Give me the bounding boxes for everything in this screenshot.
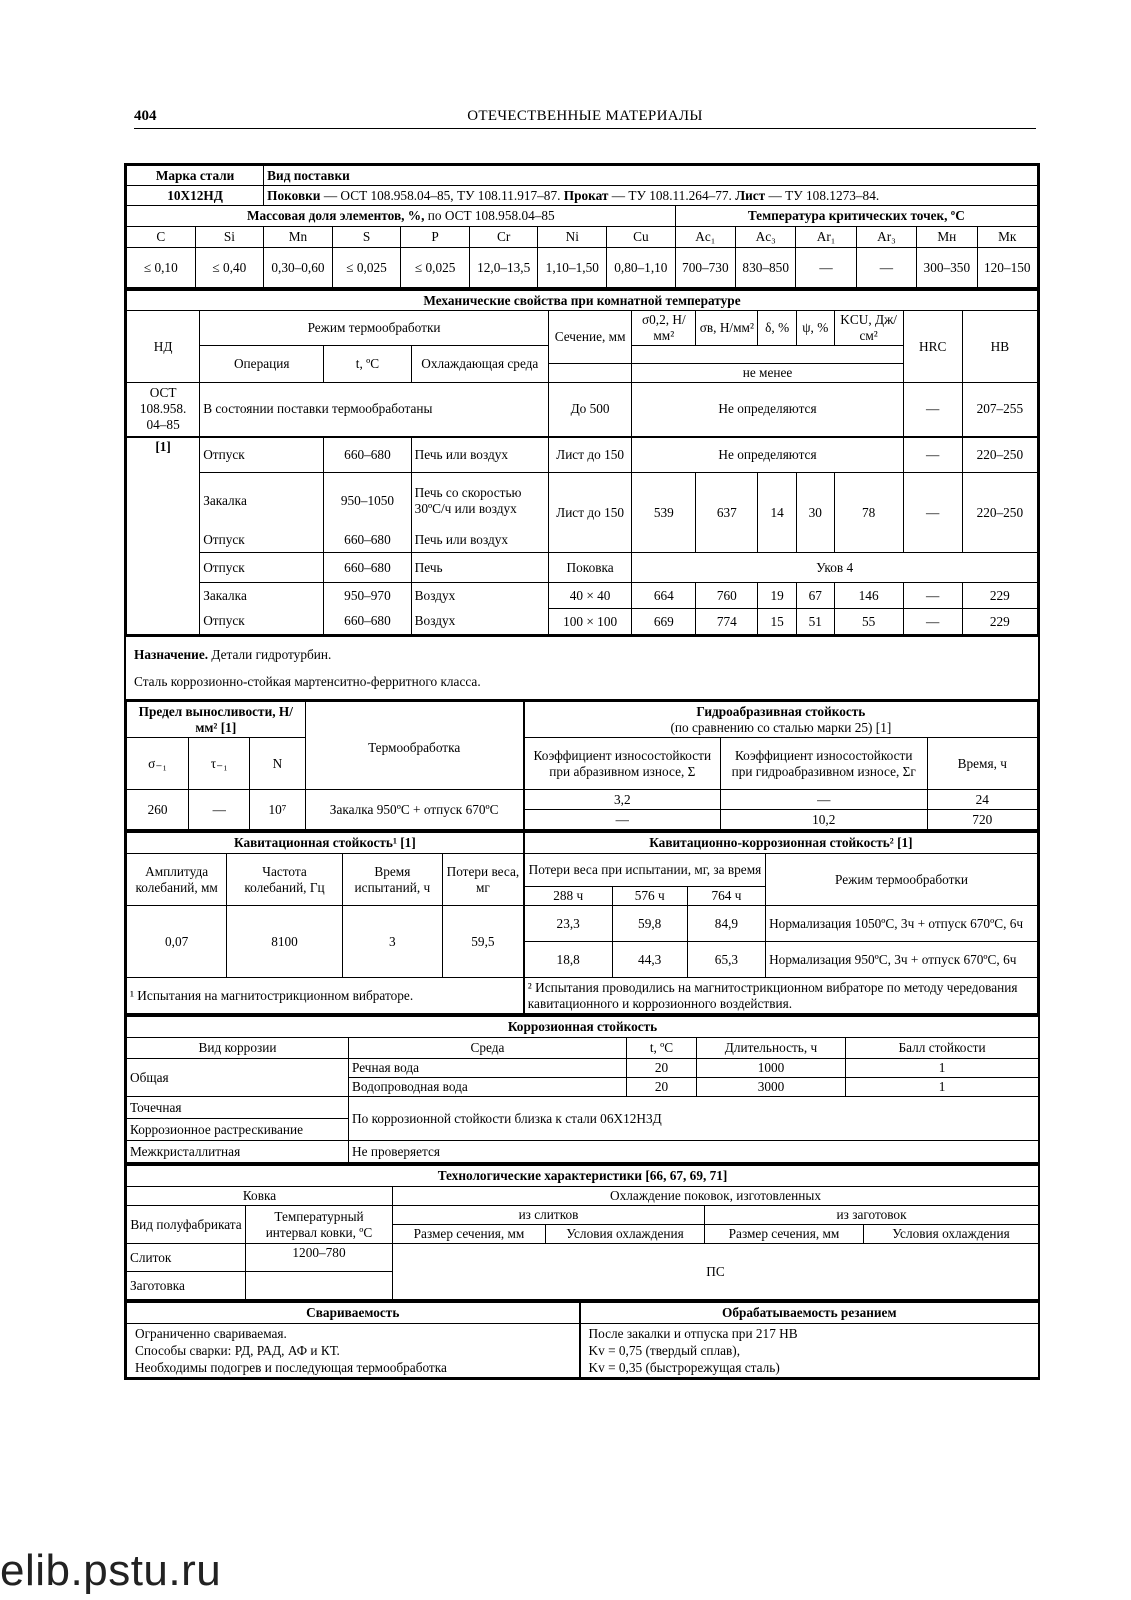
- h-sb: σв, Н/мм²: [696, 311, 758, 346]
- cavcor-r1-mode: Нормализация 1050ºС, 3ч + отпуск 670ºС, 6ч: [766, 906, 1038, 942]
- cavcor-t1: 288 ч: [524, 887, 612, 906]
- hydro-r2-c2: 10,2: [720, 810, 927, 830]
- r6-t: 660–680: [324, 609, 411, 635]
- r1-sec: До 500: [548, 383, 631, 437]
- cavcor-h-mode: Режим термообработки: [766, 854, 1038, 906]
- corr-env2: Водопроводная вода: [349, 1078, 627, 1097]
- point-ar3: Ar₃: [856, 227, 916, 248]
- corr-h-env: Среда: [349, 1038, 627, 1059]
- mach-text: [580, 1324, 1039, 1378]
- point-ar1: Ar₁: [796, 227, 856, 248]
- tech-h-cond-2: Условия охлаждения: [864, 1225, 1039, 1244]
- tech-title: Технологические характеристики [66, 67, 69, 71]: [127, 1166, 1039, 1187]
- cavcor-r1-3: 84,9: [687, 906, 765, 942]
- steel-grade: 10Х12НД: [127, 186, 264, 206]
- header-title: ОТЕЧЕСТВЕННЫЕ МАТЕРИАЛЫ: [467, 108, 703, 124]
- cav-footnote: ¹ Испытания на магнитострикционном вибраторе.: [127, 978, 524, 1014]
- hydro-h1: Коэффициент износостойкости при абразивном износе, Σ: [524, 738, 721, 790]
- page-header: [134, 108, 1036, 129]
- nd-ost: ОСТ 108.958. 04–85: [127, 383, 200, 437]
- cavcor-t3: 764 ч: [687, 887, 765, 906]
- tech-ps: ПС: [393, 1244, 1039, 1300]
- r6-s02: 669: [632, 609, 696, 635]
- value-ar3: —: [856, 248, 916, 288]
- cavcor-r2-mode: Нормализация 950ºС, 3ч + отпуск 670ºС, 6ч: [766, 942, 1038, 978]
- hydro-r2-c3: 720: [927, 810, 1037, 830]
- corr-title: Коррозионная стойкость: [127, 1017, 1039, 1038]
- r3-sb: 637: [696, 473, 758, 553]
- r3-hb: 220–250: [962, 473, 1037, 553]
- tech-ingot: Слиток: [127, 1244, 246, 1272]
- r3b-op: Отпуск: [200, 529, 324, 553]
- corr-env2-t: 20: [627, 1078, 697, 1097]
- r6-d: 15: [758, 609, 797, 635]
- r1-hrc: —: [903, 383, 962, 437]
- r1-hb: 207–255: [962, 383, 1037, 437]
- corr-h-score: Балл стойкости: [846, 1038, 1039, 1059]
- value-si: ≤ 0,40: [195, 248, 264, 288]
- value-c: ≤ 0,10: [127, 248, 196, 288]
- element-cr: Cr: [469, 227, 538, 248]
- tech-h-size-1: Размер сечения, мм: [393, 1225, 546, 1244]
- r2-cool: Печь или воздух: [411, 437, 548, 473]
- r3-d: 14: [758, 473, 797, 553]
- weld-line-1: Ограниченно свариваемая.: [135, 1326, 287, 1341]
- tech-forging: Ковка: [127, 1187, 393, 1206]
- value-ac3: 830–850: [736, 248, 796, 288]
- hydro-r2-c1: —: [524, 810, 721, 830]
- r5-sec: 40 × 40: [548, 583, 631, 609]
- h-temp: t, ºC: [324, 346, 411, 383]
- value-ar1: —: [796, 248, 856, 288]
- point-mn: Мн: [917, 227, 977, 248]
- fatigue-h2: τ₋₁: [189, 738, 250, 790]
- fatigue-title: Предел выносливости, Н/мм² [1]: [127, 702, 306, 738]
- cavcor-r1-2: 59,8: [612, 906, 687, 942]
- r5-t: 950–970: [324, 583, 411, 609]
- weld-line-3: Необходимы подогрев и последующая термообработка: [135, 1360, 447, 1375]
- corr-env1-t: 20: [627, 1059, 697, 1078]
- grade-label: Марка стали: [127, 166, 264, 186]
- element-s: S: [332, 227, 401, 248]
- value-mn-point: 300–350: [917, 248, 977, 288]
- tech-h-kind: Вид полуфабриката: [127, 1206, 246, 1244]
- r3b-t: 660–680: [324, 529, 411, 553]
- fatigue-v2: —: [189, 790, 250, 830]
- weld-title: Свариваемость: [127, 1303, 580, 1324]
- supply-standards: Поковки — ОСТ 108.958.04–85, ТУ 108.11.917–87. Прокат — ТУ 108.11.264–77. Лист — ТУ 108.1273–84.: [264, 186, 1038, 206]
- h-s02: σ0,2, Н/мм²: [632, 311, 696, 346]
- fatigue-treat: Закалка 950ºС + отпуск 670ºС: [305, 790, 524, 830]
- tech-cooling: Охлаждение поковок, изготовленных: [393, 1187, 1039, 1206]
- element-mn: Mn: [264, 227, 333, 248]
- tech-h-range: Температурный интервал ковки, ºС: [246, 1206, 393, 1244]
- element-cu: Cu: [607, 227, 676, 248]
- r4-t: 660–680: [324, 553, 411, 583]
- r6-hb: 229: [962, 609, 1037, 635]
- mach-title: Обрабатываемость резанием: [580, 1303, 1039, 1324]
- corrosion-section: [126, 1016, 1038, 1165]
- nd-ref: [1]: [127, 437, 200, 635]
- tech-ingot-range: 1200–780: [246, 1244, 393, 1272]
- weld-mach-section: [126, 1302, 1038, 1378]
- element-si: Si: [195, 227, 264, 248]
- fatigue-v1: 260: [127, 790, 189, 830]
- r2-sec: Лист до 150: [548, 437, 631, 473]
- h-operation: Операция: [200, 346, 324, 383]
- element-c: C: [127, 227, 196, 248]
- cav-h1: Амплитуда колебаний, мм: [127, 854, 227, 906]
- page-number: 404: [134, 108, 157, 124]
- r5-d: 19: [758, 583, 797, 609]
- critical-points-title: Температура критических точек, ºС: [675, 206, 1037, 227]
- h-mode: Режим термообработки: [200, 311, 549, 346]
- hydro-title: Гидроабразивная стойкость (по сравнению со сталью марки 25) [1]: [524, 702, 1038, 738]
- watermark: elib.pstu.ru: [0, 1546, 222, 1595]
- h-hrc: HRC: [903, 311, 962, 383]
- corr-h-t: t, ºC: [627, 1038, 697, 1059]
- purpose-section: [126, 637, 1038, 701]
- corr-h-dur: Длительность, ч: [697, 1038, 846, 1059]
- r6-psi: 51: [796, 609, 834, 635]
- hydro-h2: Коэффициент износостойкости при гидроабразивном износе, Σг: [720, 738, 927, 790]
- corr-h-kind: Вид коррозии: [127, 1038, 349, 1059]
- cav-v4: 59,5: [443, 906, 524, 978]
- cavcor-r2-3: 65,3: [687, 942, 765, 978]
- r6-sb: 774: [696, 609, 758, 635]
- cavcor-footnote: ² Испытания проводились на магнитострикционном вибраторе по методу чередования кавитационного и коррозионного воздействия.: [524, 978, 1038, 1014]
- corr-close: По коррозионной стойкости близка к стали 06Х12Н3Д: [349, 1097, 1039, 1141]
- cav-h2: Частота колебаний, Гц: [227, 854, 342, 906]
- value-mn: 0,30–0,60: [264, 248, 333, 288]
- r2-hrc: —: [903, 437, 962, 473]
- supply-label: Вид поставки: [264, 166, 1038, 186]
- r3-s02: 539: [632, 473, 696, 553]
- value-cr: 12,0–13,5: [469, 248, 538, 288]
- tech-blank: Заготовка: [127, 1272, 246, 1300]
- corr-env1: Речная вода: [349, 1059, 627, 1078]
- tech-from-ingots: из слитков: [393, 1206, 705, 1225]
- cav-h4: Потери веса, мг: [443, 854, 524, 906]
- fatigue-v3: 10⁷: [250, 790, 305, 830]
- point-mk: Мк: [977, 227, 1037, 248]
- r5-sb: 760: [696, 583, 758, 609]
- fatigue-treat-header: Термообработка: [305, 702, 524, 790]
- r1-val: Не определяются: [632, 383, 903, 437]
- h-kcu: KCU, Дж/см²: [834, 311, 903, 346]
- cav-v1: 0,07: [127, 906, 227, 978]
- r6-op: Отпуск: [200, 609, 324, 635]
- cavcor-h-loss: Потери веса при испытании, мг, за время: [524, 854, 766, 887]
- value-cu: 0,80–1,10: [607, 248, 676, 288]
- corr-general: Общая: [127, 1059, 349, 1097]
- cavcor-r2-1: 18,8: [524, 942, 612, 978]
- cavcor-r1-1: 23,3: [524, 906, 612, 942]
- corr-intergranular: Межкристаллитная: [127, 1141, 349, 1163]
- r1-op: В состоянии поставки термообработаны: [200, 383, 549, 437]
- corr-pitting: Точечная: [127, 1097, 349, 1119]
- point-ac1: Ac₁: [675, 227, 735, 248]
- h-delta: δ, %: [758, 311, 797, 346]
- composition-title: Массовая доля элементов, %, по ОСТ 108.958.04–85: [127, 206, 676, 227]
- tech-section: [126, 1165, 1038, 1302]
- r3-sec: Лист до 150: [548, 473, 631, 553]
- cav-v2: 8100: [227, 906, 342, 978]
- hydro-r1-c2: —: [720, 790, 927, 810]
- r6-cool: Воздух: [411, 609, 548, 635]
- r3-kcu: 78: [834, 473, 903, 553]
- r2-op: Отпуск: [200, 437, 324, 473]
- cavcor-t2: 576 ч: [612, 887, 687, 906]
- cavitation-section: [126, 832, 1038, 1016]
- r5-hb: 229: [962, 583, 1037, 609]
- r3b-cool: Печь или воздух: [411, 529, 548, 553]
- r3-t: 950–1050: [324, 473, 411, 529]
- r5-psi: 67: [796, 583, 834, 609]
- r5-cool: Воздух: [411, 583, 548, 609]
- mach-line-2: Kv = 0,75 (твердый сплав),: [588, 1343, 741, 1358]
- value-ni: 1,10–1,50: [538, 248, 607, 288]
- r5-s02: 664: [632, 583, 696, 609]
- tech-h-size-2: Размер сечения, мм: [705, 1225, 864, 1244]
- point-ac3: Ac₃: [736, 227, 796, 248]
- steel-class: Сталь коррозионно-стойкая мартенситно-ферритного класса.: [134, 674, 481, 689]
- fatigue-h3: N: [250, 738, 305, 790]
- r5-kcu: 146: [834, 583, 903, 609]
- r4-val: Уков 4: [632, 553, 1038, 583]
- r3-psi: 30: [796, 473, 834, 553]
- mech-title: Механические свойства при комнатной температуре: [127, 291, 1038, 311]
- hydro-r1-c1: 3,2: [524, 790, 721, 810]
- r6-hrc: —: [903, 609, 962, 635]
- cavcor-r2-2: 44,3: [612, 942, 687, 978]
- r4-cool: Печь: [411, 553, 548, 583]
- corr-cracking: Коррозионное растрескивание: [127, 1119, 349, 1141]
- element-ni: Ni: [538, 227, 607, 248]
- h-hb: НВ: [962, 311, 1037, 383]
- steel-datasheet: [124, 163, 1040, 1380]
- r3-cool: Печь со скоростью 30ºС/ч или воздух: [411, 473, 548, 529]
- cav-h3: Время испытаний, ч: [342, 854, 442, 906]
- r3-op: Закалка: [200, 473, 324, 529]
- value-s: ≤ 0,025: [332, 248, 401, 288]
- weld-line-2: Способы сварки: РД, РАД, АФ и КТ.: [135, 1343, 340, 1358]
- hydro-h3: Время, ч: [927, 738, 1037, 790]
- mach-line-3: Kv = 0,35 (быстрорежущая сталь): [588, 1360, 780, 1375]
- corr-env2-b: 1: [846, 1078, 1039, 1097]
- value-p: ≤ 0,025: [401, 248, 470, 288]
- r4-sec: Поковка: [548, 553, 631, 583]
- cav-v3: 3: [342, 906, 442, 978]
- r5-hrc: —: [903, 583, 962, 609]
- cav-title: Кавитационная стойкость¹ [1]: [127, 833, 524, 854]
- grade-composition-section: [126, 165, 1038, 290]
- corr-env2-d: 3000: [697, 1078, 846, 1097]
- tech-h-cond-1: Условия охлаждения: [546, 1225, 705, 1244]
- corr-ic-val: Не проверяется: [349, 1141, 1039, 1163]
- h-nd: НД: [127, 311, 200, 383]
- tech-from-blanks: из заготовок: [705, 1206, 1039, 1225]
- h-min: не менее: [632, 364, 903, 383]
- r4-op: Отпуск: [200, 553, 324, 583]
- r2-val: Не определяются: [632, 437, 903, 473]
- mach-line-1: После закалки и отпуска при 217 НВ: [588, 1326, 798, 1341]
- purpose-line: Назначение. Детали гидротурбин.: [134, 647, 332, 662]
- r6-sec: 100 × 100: [548, 609, 631, 635]
- hydro-r1-c3: 24: [927, 790, 1037, 810]
- h-psi: ψ, %: [796, 311, 834, 346]
- r3-hrc: —: [903, 473, 962, 553]
- mechanical-section: [126, 290, 1038, 637]
- value-mk-point: 120–150: [977, 248, 1037, 288]
- r5-op: Закалка: [200, 583, 324, 609]
- h-cooling: Охлаждающая среда: [411, 346, 548, 383]
- cavcor-title: Кавитационно-коррозионная стойкость² [1]: [524, 833, 1038, 854]
- r2-hb: 220–250: [962, 437, 1037, 473]
- fatigue-hydro-section: [126, 701, 1038, 832]
- r2-t: 660–680: [324, 437, 411, 473]
- corr-env1-d: 1000: [697, 1059, 846, 1078]
- value-ac1: 700–730: [675, 248, 735, 288]
- r6-kcu: 55: [834, 609, 903, 635]
- weld-text: [127, 1324, 580, 1378]
- h-section: Сечение, мм: [548, 311, 631, 364]
- element-p: P: [401, 227, 470, 248]
- corr-env1-b: 1: [846, 1059, 1039, 1078]
- fatigue-h1: σ₋₁: [127, 738, 189, 790]
